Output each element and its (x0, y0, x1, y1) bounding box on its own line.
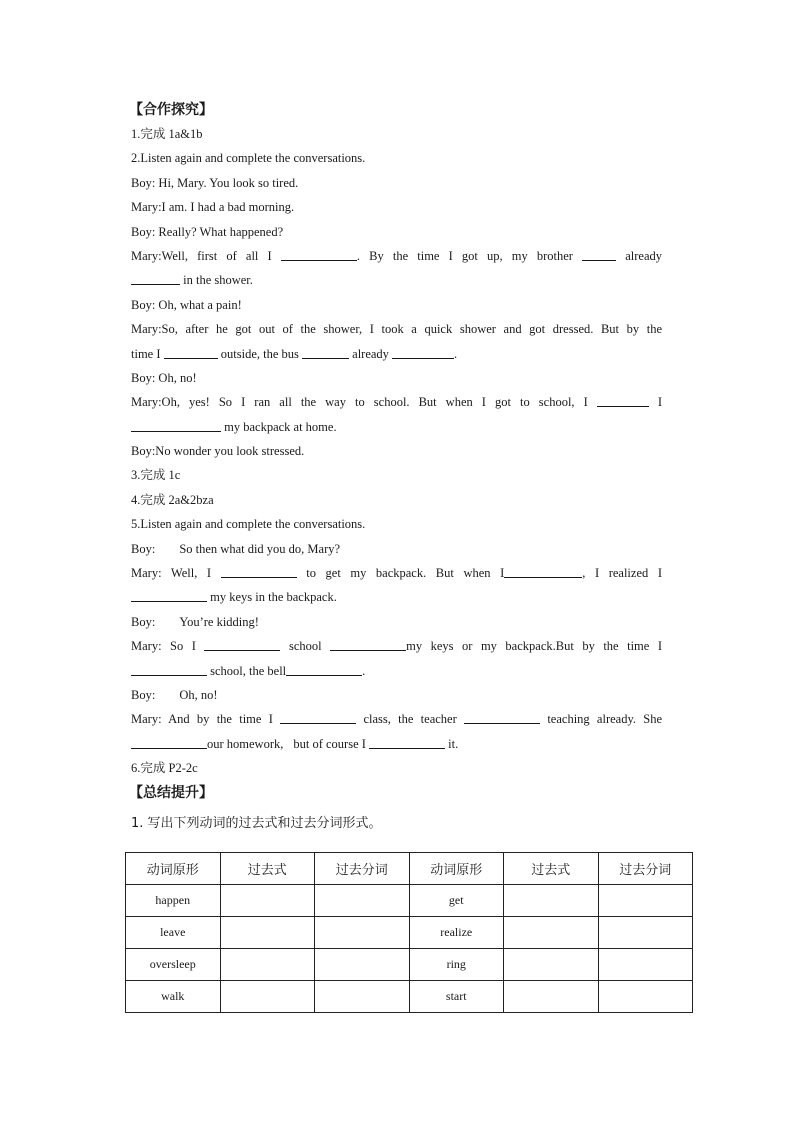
dialogue-line: Boy: Hi, Mary. You look so tired. (131, 175, 299, 190)
dialogue-line: Boy: Oh, no! (131, 370, 197, 385)
text-segment: Boy: (131, 687, 156, 702)
verb-cell: start (409, 981, 504, 1013)
answer-cell[interactable] (504, 949, 599, 981)
verb-cell: oversleep (126, 949, 221, 981)
text-segment: my backpack at home. (224, 419, 337, 434)
dialogue-line (131, 634, 662, 658)
answer-blank[interactable] (464, 710, 540, 724)
answer-cell[interactable] (220, 949, 315, 981)
answer-cell[interactable] (220, 917, 315, 949)
answer-cell[interactable] (598, 981, 693, 1013)
verb-forms-table (125, 852, 693, 1013)
dialogue-line (131, 610, 662, 634)
header-past-tense: 过去式 (220, 853, 315, 885)
answer-blank[interactable] (302, 345, 349, 359)
text-segment: teaching already. She (547, 712, 663, 727)
table-row (126, 885, 693, 917)
answer-cell[interactable] (504, 885, 599, 917)
answer-cell[interactable] (598, 949, 693, 981)
dialogue-line (131, 659, 662, 683)
text-segment: time I (131, 346, 161, 361)
answer-blank[interactable] (204, 637, 280, 651)
text-segment: Mary: So I (131, 639, 196, 654)
text-segment: . (362, 663, 366, 678)
answer-blank[interactable] (131, 271, 180, 285)
text-segment: I (657, 395, 663, 410)
answer-blank[interactable] (281, 247, 357, 261)
answer-cell[interactable] (504, 917, 599, 949)
text-segment: So then what did you do, Mary? (179, 541, 341, 556)
dialogue-line (131, 561, 662, 585)
answer-blank[interactable] (286, 662, 362, 676)
text-segment: Mary:Well, first of all I (131, 248, 272, 263)
verb-cell: leave (126, 917, 221, 949)
dialogue-line: Boy:No wonder you look stressed. (131, 444, 305, 459)
answer-blank[interactable] (597, 393, 649, 407)
answer-blank[interactable] (582, 247, 616, 261)
answer-blank[interactable] (131, 588, 207, 602)
answer-blank[interactable] (392, 345, 454, 359)
table-row (126, 981, 693, 1013)
task-2: 2.Listen again and complete the conversations. (131, 151, 366, 166)
dialogue-line (131, 244, 662, 268)
text-segment: my keys in the backpack. (210, 590, 337, 605)
dialogue-line (131, 585, 662, 609)
text-segment: Mary: And by the time I (131, 712, 273, 727)
answer-blank[interactable] (369, 735, 445, 749)
answer-blank[interactable] (330, 637, 406, 651)
task-1: 1.完成 1a&1b (131, 127, 203, 141)
table-header-row (126, 853, 693, 885)
header-past-tense: 过去式 (504, 853, 599, 885)
worksheet (131, 98, 662, 837)
dialogue-line (131, 707, 662, 731)
verb-cell: get (409, 885, 504, 917)
text-segment: it. (448, 736, 459, 751)
answer-cell[interactable] (598, 917, 693, 949)
text-segment: Mary: Well, I (131, 566, 212, 581)
text-segment: but of course I (293, 736, 366, 751)
task-5: 5.Listen again and complete the conversations. (131, 517, 366, 532)
text-segment: school, the bell (210, 663, 287, 678)
table-row (126, 917, 693, 949)
answer-cell[interactable] (315, 949, 410, 981)
text-segment: already (352, 346, 389, 361)
text-segment: , I realized I (582, 566, 662, 581)
dialogue-line (131, 390, 662, 414)
dialogue-line (131, 268, 662, 292)
answer-blank[interactable] (131, 418, 221, 432)
text-segment: . (454, 346, 458, 361)
section-title-cooperation: 【合作探究】 (129, 102, 213, 118)
answer-blank[interactable] (164, 345, 218, 359)
text-segment: to get my backpack. But when I (306, 566, 505, 581)
verb-cell: walk (126, 981, 221, 1013)
dialogue-line (131, 342, 662, 366)
text-segment: class, the teacher (363, 712, 457, 727)
header-past-participle: 过去分词 (315, 853, 410, 885)
answer-cell[interactable] (504, 981, 599, 1013)
text-segment: Oh, no! (179, 687, 218, 702)
header-past-participle: 过去分词 (598, 853, 693, 885)
text-segment: outside, the bus (220, 346, 299, 361)
dialogue-line: Mary:So, after he got out of the shower, I took a quick shower and got dressed. But by the (131, 322, 662, 337)
dialogue-line (131, 732, 662, 756)
text-segment: . By the time I got up, my brother (356, 248, 573, 263)
text-segment: in the shower. (183, 273, 253, 288)
answer-cell[interactable] (315, 981, 410, 1013)
text-segment: school (288, 639, 322, 654)
text-segment: Mary:Oh, yes! So I ran all the way to school. But when I got to school, I (131, 395, 588, 410)
answer-blank[interactable] (280, 710, 356, 724)
header-base-form: 动词原形 (126, 853, 221, 885)
answer-cell[interactable] (220, 885, 315, 917)
dialogue-line: Mary:I am. I had a bad morning. (131, 200, 295, 215)
dialogue-line: Boy: Oh, what a pain! (131, 297, 242, 312)
answer-blank[interactable] (221, 564, 297, 578)
task-3: 3.完成 1c (131, 468, 181, 483)
text-segment: our homework, (207, 736, 284, 751)
verb-cell: happen (126, 885, 221, 917)
answer-blank[interactable] (504, 564, 582, 578)
dialogue-line (131, 537, 662, 561)
dialogue-line (131, 683, 662, 707)
task-4: 4.完成 2a&2bza (131, 492, 214, 507)
header-base-form: 动词原形 (409, 853, 504, 885)
answer-blank[interactable] (131, 735, 207, 749)
dialogue-line (131, 415, 662, 439)
table-row (126, 949, 693, 981)
answer-cell[interactable] (220, 981, 315, 1013)
text-segment: Boy: (131, 541, 156, 556)
verb-cell: realize (409, 917, 504, 949)
answer-cell[interactable] (315, 885, 410, 917)
dialogue-line: Boy: Really? What happened? (131, 224, 284, 239)
verb-cell: ring (409, 949, 504, 981)
task-verb-forms: 1. 写出下列动词的过去式和过去分词形式。 (131, 815, 382, 831)
answer-cell[interactable] (598, 885, 693, 917)
section-title-summary: 【总结提升】 (129, 784, 213, 801)
text-segment: my keys or my backpack.But by the time I (406, 639, 663, 654)
answer-cell[interactable] (315, 917, 410, 949)
task-6: 6.完成 P2-2c (131, 761, 198, 776)
text-segment: Boy: (131, 614, 156, 629)
answer-blank[interactable] (131, 662, 207, 676)
text-segment: already (625, 248, 663, 263)
text-segment: You’re kidding! (179, 614, 259, 629)
